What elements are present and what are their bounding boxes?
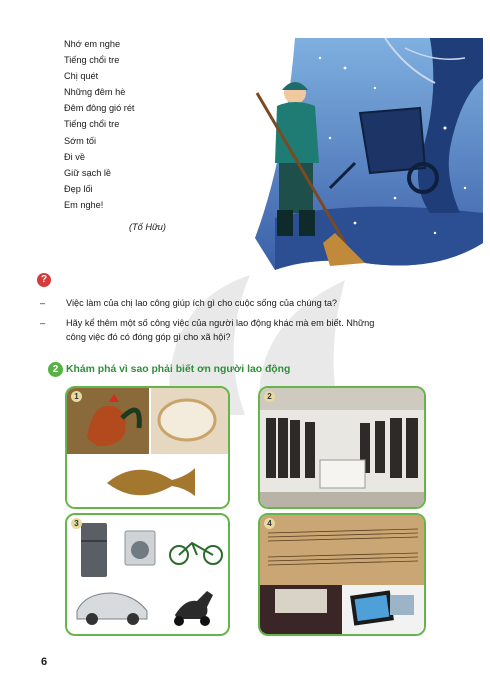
question-icon: ? xyxy=(37,273,51,287)
question-text: Việc làm của chị lao công giúp ích gì cho cuộc sống của chúng ta? xyxy=(66,298,338,308)
panel-number: 2 xyxy=(264,391,275,402)
poem-line: Tiếng chổi tre xyxy=(64,55,120,66)
clothing-store-icon xyxy=(260,388,424,507)
panel-number: 1 xyxy=(71,391,82,402)
question-text: Hãy kể thêm một số công việc của người lao động khác mà em biết. Những xyxy=(66,318,375,328)
poem-line: Đi về xyxy=(64,151,85,162)
panel-household-vehicles xyxy=(65,513,230,636)
question-dash: – xyxy=(40,318,46,328)
question-item xyxy=(40,330,470,344)
street-sweeper-illustration xyxy=(235,38,483,278)
section-number-badge: 2 xyxy=(48,362,63,377)
scooter-icon xyxy=(175,591,213,619)
refrigerator-icon xyxy=(81,523,107,577)
poem-line: Giữ sạch lề xyxy=(64,167,112,178)
panel-clothing-store xyxy=(258,386,426,509)
poem-line: Đẹp lối xyxy=(64,183,93,194)
poem-line: Đêm đông gió rét xyxy=(64,103,135,114)
question-dash: – xyxy=(40,298,46,308)
poem-line: Sớm tối xyxy=(64,135,97,146)
panel-agriculture xyxy=(65,386,230,509)
section-title: Khám phá vì sao phải biết ơn người lao động xyxy=(66,364,291,375)
agriculture-images xyxy=(67,388,228,507)
question-item xyxy=(40,316,470,330)
question-text: công việc đó có đóng góp gì cho xã hội? xyxy=(66,332,231,342)
poem-line: Tiếng chổi tre xyxy=(64,119,120,130)
poem-line: Chị quét xyxy=(64,71,99,82)
poem-line: Những đêm hè xyxy=(64,87,126,98)
question-item xyxy=(40,296,460,310)
panel-number: 4 xyxy=(264,518,275,529)
bicycle-icon xyxy=(170,543,222,564)
music-media-images xyxy=(260,515,424,634)
poem-line: Nhớ em nghe xyxy=(64,39,121,49)
panel-music-media xyxy=(258,513,426,636)
page-number: 6 xyxy=(41,656,48,668)
poem-author: (Tố Hữu) xyxy=(129,222,166,232)
panel-number: 3 xyxy=(71,518,82,529)
sheet-music-icon xyxy=(260,515,424,585)
poem-line: Em nghe! xyxy=(64,199,104,210)
household-vehicles-images xyxy=(67,515,228,634)
poem xyxy=(64,36,264,213)
